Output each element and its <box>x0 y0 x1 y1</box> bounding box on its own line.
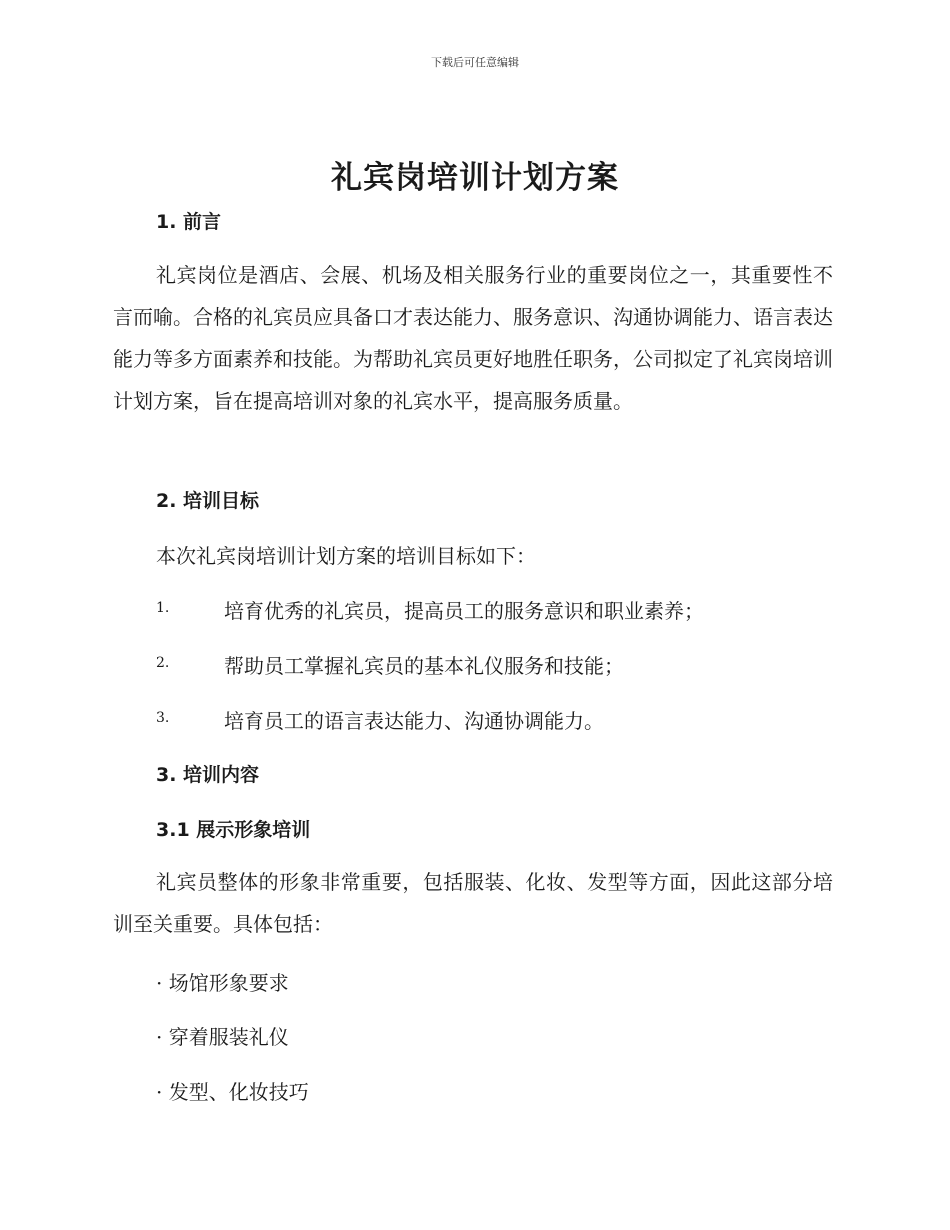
subsection-heading-image-training: 3.1 展示形象培训 <box>156 819 311 841</box>
bullet-item: · 场馆形象要求 <box>156 971 289 995</box>
section-heading-training-goals: 2. 培训目标 <box>156 490 260 512</box>
section-heading-preface: 1. 前言 <box>156 211 222 233</box>
goal-item-number: 3. <box>156 710 170 726</box>
document-title: 礼宾岗培训计划方案 <box>331 160 619 196</box>
section-heading-training-content: 3. 培训内容 <box>156 764 260 786</box>
goal-item-number: 2. <box>156 655 170 671</box>
goal-item-text: 帮助员工掌握礼宾员的基本礼仪服务和技能； <box>224 654 624 678</box>
bullet-item: · 发型、化妆技巧 <box>156 1080 309 1104</box>
bullet-item: · 穿着服装礼仪 <box>156 1025 289 1049</box>
training-goals-intro: 本次礼宾岗培训计划方案的培训目标如下： <box>156 544 536 568</box>
goal-item-number: 1. <box>156 600 170 616</box>
preface-paragraph: 礼宾岗位是酒店、会展、机场及相关服务行业的重要岗位之一，其重要性不言而喻。合格的礼宾员应具备口才表达能力、服务意识、沟通协调能力、语言表达能力等多方面素养和技能。为帮助礼宾员更好地胜任职务，公司拟定了礼宾岗培训计划方案，旨在提高培训对象的礼宾水平，提高服务质量。 <box>113 263 833 413</box>
page-header-note: 下载后可任意编辑 <box>431 56 519 69</box>
goal-item-text: 培育员工的语言表达能力、沟通协调能力。 <box>224 709 604 733</box>
image-training-paragraph: 礼宾员整体的形象非常重要，包括服装、化妆、发型等方面，因此这部分培训至关重要。具体包括： <box>113 870 833 936</box>
goal-item-text: 培育优秀的礼宾员，提高员工的服务意识和职业素养； <box>224 599 704 623</box>
